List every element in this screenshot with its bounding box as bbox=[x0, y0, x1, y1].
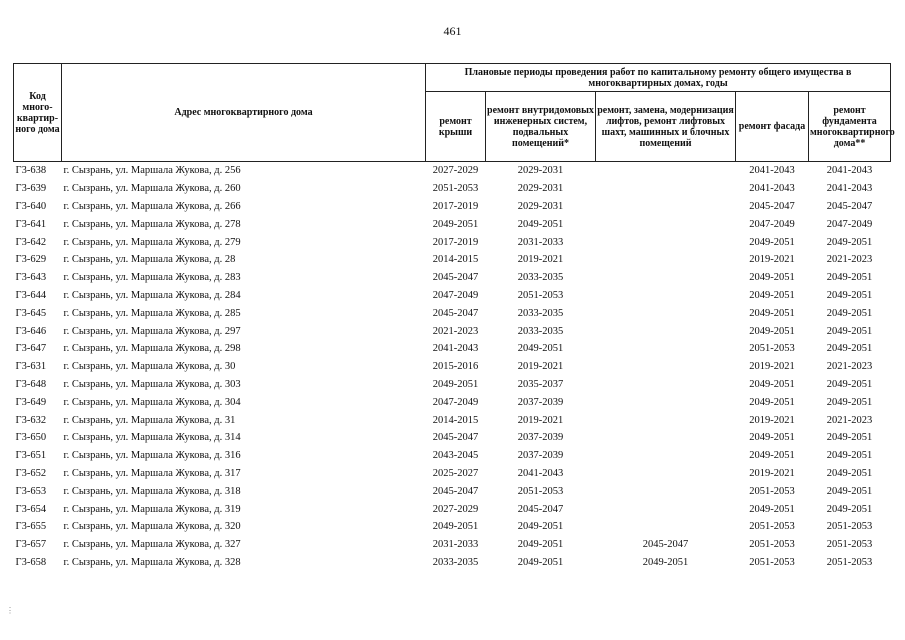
cell-foundation: 2021-2023 bbox=[826, 414, 873, 426]
table-row bbox=[14, 287, 891, 305]
cell-foundation: 2049-2051 bbox=[826, 236, 873, 248]
header-address: Адрес многоквартирного дома bbox=[62, 64, 426, 162]
cell-address: г. Сызрань, ул. Маршала Жукова, д. 320 bbox=[63, 521, 241, 533]
cell-engineering: 2051-2053 bbox=[517, 485, 564, 497]
table-row bbox=[14, 482, 891, 500]
cell-engineering: 2049-2051 bbox=[517, 343, 564, 355]
cell-engineering: 2033-2035 bbox=[517, 307, 564, 319]
cell-elevators bbox=[596, 411, 736, 429]
cell-engineering: 2045-2047 bbox=[517, 503, 564, 515]
cell-facade: 2049-2051 bbox=[749, 432, 795, 444]
cell-code: Г3-653 bbox=[15, 485, 47, 497]
header-roof: ремонт крыши bbox=[426, 92, 486, 162]
cell-address: г. Сызрань, ул. Маршала Жукова, д. 317 bbox=[63, 467, 241, 479]
cell-engineering: 2037-2039 bbox=[517, 396, 564, 408]
cell-address: г. Сызрань, ул. Маршала Жукова, д. 314 bbox=[63, 432, 241, 444]
cell-engineering: 2029-2031 bbox=[517, 165, 564, 177]
cell-code: Г3-654 bbox=[15, 503, 47, 515]
cell-address: г. Сызрань, ул. Маршала Жукова, д. 298 bbox=[63, 343, 241, 355]
cell-elevators bbox=[596, 198, 736, 216]
cell-facade: 2019-2021 bbox=[749, 467, 795, 479]
cell-code: Г3-632 bbox=[15, 414, 47, 426]
cell-code: Г3-629 bbox=[15, 254, 47, 266]
cell-code: Г3-657 bbox=[15, 539, 47, 551]
cell-facade: 2049-2051 bbox=[749, 289, 795, 301]
table-row bbox=[14, 376, 891, 394]
cell-code: Г3-646 bbox=[15, 325, 47, 337]
capital-repair-table bbox=[13, 63, 895, 571]
cell-elevators bbox=[596, 340, 736, 358]
cell-facade: 2047-2049 bbox=[749, 218, 795, 230]
cell-foundation: 2049-2051 bbox=[826, 343, 873, 355]
cell-foundation: 2049-2051 bbox=[826, 450, 873, 462]
header-engineering: ремонт внутридомовых инженерных систем, подвальных помещений* bbox=[486, 92, 596, 162]
cell-engineering: 2019-2021 bbox=[517, 414, 564, 426]
cell-elevators bbox=[596, 180, 736, 198]
table-row bbox=[14, 251, 891, 269]
cell-roof: 2021-2023 bbox=[432, 325, 479, 337]
cell-roof: 2047-2049 bbox=[432, 396, 479, 408]
cell-facade: 2049-2051 bbox=[749, 236, 795, 248]
cell-foundation: 2041-2043 bbox=[826, 183, 873, 195]
cell-facade: 2051-2053 bbox=[749, 539, 795, 551]
table-row bbox=[14, 465, 891, 483]
cell-engineering: 2041-2043 bbox=[517, 467, 564, 479]
cell-engineering: 2031-2033 bbox=[517, 236, 564, 248]
cell-facade: 2019-2021 bbox=[749, 254, 795, 266]
cell-roof: 2049-2051 bbox=[432, 521, 479, 533]
cell-engineering: 2049-2051 bbox=[517, 521, 564, 533]
cell-engineering: 2019-2021 bbox=[517, 361, 564, 373]
header-foundation: ремонт фундамента многоквартирного дома** bbox=[809, 92, 891, 162]
cell-address: г. Сызрань, ул. Маршала Жукова, д. 278 bbox=[63, 218, 241, 230]
table-row bbox=[14, 554, 891, 572]
table-row bbox=[14, 304, 891, 322]
cell-elevators bbox=[596, 322, 736, 340]
cell-address: г. Сызрань, ул. Маршала Жукова, д. 30 bbox=[63, 361, 236, 373]
cell-facade: 2049-2051 bbox=[749, 450, 795, 462]
cell-code: Г3-645 bbox=[15, 307, 47, 319]
cell-address: г. Сызрань, ул. Маршала Жукова, д. 279 bbox=[63, 236, 241, 248]
cell-roof: 2045-2047 bbox=[432, 307, 479, 319]
cell-address: г. Сызрань, ул. Маршала Жукова, д. 28 bbox=[63, 254, 236, 266]
cell-facade: 2049-2051 bbox=[749, 378, 795, 390]
cell-roof: 2027-2029 bbox=[432, 503, 479, 515]
cell-engineering: 2049-2051 bbox=[517, 556, 564, 568]
cell-address: г. Сызрань, ул. Маршала Жукова, д. 316 bbox=[63, 450, 241, 462]
cell-elevators bbox=[596, 162, 736, 180]
table-row bbox=[14, 518, 891, 536]
cell-elevators bbox=[596, 518, 736, 536]
cell-roof: 2017-2019 bbox=[432, 236, 479, 248]
cell-elevators: 2045-2047 bbox=[642, 539, 689, 551]
cell-address: г. Сызрань, ул. Маршала Жукова, д. 31 bbox=[63, 414, 236, 426]
cell-roof: 2045-2047 bbox=[432, 272, 479, 284]
cell-roof: 2047-2049 bbox=[432, 289, 479, 301]
cell-code: Г3-640 bbox=[15, 200, 47, 212]
cell-address: г. Сызрань, ул. Маршала Жукова, д. 319 bbox=[63, 503, 241, 515]
cell-code: Г3-642 bbox=[15, 236, 47, 248]
cell-code: Г3-658 bbox=[15, 556, 47, 568]
cell-code: Г3-652 bbox=[15, 467, 47, 479]
cell-roof: 2031-2033 bbox=[432, 539, 479, 551]
table-row bbox=[14, 500, 891, 518]
cell-facade: 2019-2021 bbox=[749, 414, 795, 426]
cell-engineering: 2049-2051 bbox=[517, 218, 564, 230]
cell-roof: 2045-2047 bbox=[432, 432, 479, 444]
cell-foundation: 2041-2043 bbox=[826, 165, 873, 177]
header-facade: ремонт фасада bbox=[736, 92, 809, 162]
cell-engineering: 2029-2031 bbox=[517, 183, 564, 195]
cell-facade: 2051-2053 bbox=[749, 343, 795, 355]
cell-roof: 2025-2027 bbox=[432, 467, 479, 479]
scan-artifact-mark: ⋮ bbox=[6, 606, 14, 615]
table-row bbox=[14, 322, 891, 340]
cell-elevators bbox=[596, 429, 736, 447]
header-periods-group: Плановые периоды проведения работ по капитальному ремонту общего имущества в многоквартирных домах, годы bbox=[426, 64, 891, 92]
cell-roof: 2015-2016 bbox=[432, 361, 479, 373]
cell-foundation: 2021-2023 bbox=[826, 361, 873, 373]
cell-facade: 2051-2053 bbox=[749, 521, 795, 533]
cell-facade: 2041-2043 bbox=[749, 183, 795, 195]
cell-foundation: 2051-2053 bbox=[826, 556, 873, 568]
page-number: 461 bbox=[443, 24, 462, 38]
cell-foundation: 2049-2051 bbox=[826, 503, 873, 515]
cell-code: Г3-655 bbox=[15, 521, 47, 533]
cell-facade: 2049-2051 bbox=[749, 272, 795, 284]
cell-address: г. Сызрань, ул. Маршала Жукова, д. 260 bbox=[63, 183, 241, 195]
table-row bbox=[14, 180, 891, 198]
cell-facade: 2051-2053 bbox=[749, 556, 795, 568]
cell-code: Г3-643 bbox=[15, 272, 47, 284]
table-row bbox=[14, 411, 891, 429]
cell-roof: 2051-2053 bbox=[432, 183, 479, 195]
cell-foundation: 2049-2051 bbox=[826, 467, 873, 479]
cell-address: г. Сызрань, ул. Маршала Жукова, д. 256 bbox=[63, 165, 241, 177]
table-row bbox=[14, 162, 891, 180]
cell-engineering: 2049-2051 bbox=[517, 539, 564, 551]
cell-engineering: 2019-2021 bbox=[517, 254, 564, 266]
cell-facade: 2051-2053 bbox=[749, 485, 795, 497]
cell-engineering: 2033-2035 bbox=[517, 272, 564, 284]
table-row bbox=[14, 429, 891, 447]
cell-roof: 2014-2015 bbox=[432, 254, 479, 266]
cell-address: г. Сызрань, ул. Маршала Жукова, д. 266 bbox=[63, 200, 241, 212]
cell-roof: 2014-2015 bbox=[432, 414, 479, 426]
cell-address: г. Сызрань, ул. Маршала Жукова, д. 327 bbox=[63, 539, 241, 551]
cell-elevators bbox=[596, 215, 736, 233]
cell-address: г. Сызрань, ул. Маршала Жукова, д. 318 bbox=[63, 485, 241, 497]
cell-foundation: 2049-2051 bbox=[826, 378, 873, 390]
cell-address: г. Сызрань, ул. Маршала Жукова, д. 304 bbox=[63, 396, 241, 408]
cell-foundation: 2051-2053 bbox=[826, 521, 873, 533]
cell-code: Г3-648 bbox=[15, 378, 47, 390]
cell-engineering: 2029-2031 bbox=[517, 200, 564, 212]
cell-code: Г3-649 bbox=[15, 396, 47, 408]
cell-code: Г3-639 bbox=[15, 183, 47, 195]
table-row bbox=[14, 393, 891, 411]
cell-elevators bbox=[596, 447, 736, 465]
cell-foundation: 2047-2049 bbox=[826, 218, 873, 230]
cell-foundation: 2045-2047 bbox=[826, 200, 873, 212]
cell-code: Г3-631 bbox=[15, 361, 47, 373]
cell-address: г. Сызрань, ул. Маршала Жукова, д. 303 bbox=[63, 378, 241, 390]
cell-facade: 2045-2047 bbox=[749, 200, 795, 212]
cell-foundation: 2051-2053 bbox=[826, 539, 873, 551]
cell-roof: 2049-2051 bbox=[432, 378, 479, 390]
table-row bbox=[14, 358, 891, 376]
cell-elevators bbox=[596, 269, 736, 287]
cell-facade: 2049-2051 bbox=[749, 307, 795, 319]
cell-elevators bbox=[596, 233, 736, 251]
cell-engineering: 2033-2035 bbox=[517, 325, 564, 337]
cell-engineering: 2037-2039 bbox=[517, 432, 564, 444]
cell-facade: 2049-2051 bbox=[749, 396, 795, 408]
cell-elevators bbox=[596, 376, 736, 394]
cell-roof: 2045-2047 bbox=[432, 485, 479, 497]
cell-foundation: 2049-2051 bbox=[826, 289, 873, 301]
cell-elevators bbox=[596, 358, 736, 376]
cell-foundation: 2049-2051 bbox=[826, 325, 873, 337]
table-row bbox=[14, 536, 891, 554]
cell-code: Г3-647 bbox=[15, 343, 47, 355]
cell-elevators bbox=[596, 465, 736, 483]
cell-foundation: 2021-2023 bbox=[826, 254, 873, 266]
cell-engineering: 2051-2053 bbox=[517, 289, 564, 301]
cell-code: Г3-644 bbox=[15, 289, 47, 301]
cell-address: г. Сызрань, ул. Маршала Жукова, д. 297 bbox=[63, 325, 241, 337]
cell-roof: 2043-2045 bbox=[432, 450, 479, 462]
table-row bbox=[14, 198, 891, 216]
cell-address: г. Сызрань, ул. Маршала Жукова, д. 283 bbox=[63, 272, 241, 284]
cell-code: Г3-638 bbox=[15, 165, 47, 177]
cell-elevators: 2049-2051 bbox=[642, 556, 689, 568]
cell-roof: 2027-2029 bbox=[432, 165, 479, 177]
header-elevators: ремонт, замена, модернизация лифтов, ремонт лифтовых шахт, машинных и блочных помещений bbox=[596, 92, 736, 162]
cell-facade: 2019-2021 bbox=[749, 361, 795, 373]
table-row bbox=[14, 340, 891, 358]
cell-roof: 2049-2051 bbox=[432, 218, 479, 230]
cell-elevators bbox=[596, 287, 736, 305]
cell-elevators bbox=[596, 500, 736, 518]
cell-foundation: 2049-2051 bbox=[826, 307, 873, 319]
table-body bbox=[14, 162, 891, 572]
cell-elevators bbox=[596, 482, 736, 500]
cell-roof: 2033-2035 bbox=[432, 556, 479, 568]
cell-engineering: 2035-2037 bbox=[517, 378, 564, 390]
table-row bbox=[14, 447, 891, 465]
header-code: Код много-квартир-ного дома bbox=[14, 64, 62, 162]
cell-roof: 2017-2019 bbox=[432, 200, 479, 212]
cell-foundation: 2049-2051 bbox=[826, 485, 873, 497]
cell-facade: 2049-2051 bbox=[749, 325, 795, 337]
cell-address: г. Сызрань, ул. Маршала Жукова, д. 284 bbox=[63, 289, 241, 301]
cell-code: Г3-650 bbox=[15, 432, 47, 444]
cell-elevators bbox=[596, 251, 736, 269]
table-row bbox=[14, 215, 891, 233]
cell-code: Г3-641 bbox=[15, 218, 47, 230]
cell-foundation: 2049-2051 bbox=[826, 272, 873, 284]
cell-engineering: 2037-2039 bbox=[517, 450, 564, 462]
table-row bbox=[14, 233, 891, 251]
cell-address: г. Сызрань, ул. Маршала Жукова, д. 285 bbox=[63, 307, 241, 319]
cell-foundation: 2049-2051 bbox=[826, 396, 873, 408]
cell-roof: 2041-2043 bbox=[432, 343, 479, 355]
cell-code: Г3-651 bbox=[15, 450, 47, 462]
table-row bbox=[14, 269, 891, 287]
cell-elevators bbox=[596, 393, 736, 411]
cell-foundation: 2049-2051 bbox=[826, 432, 873, 444]
cell-facade: 2049-2051 bbox=[749, 503, 795, 515]
cell-address: г. Сызрань, ул. Маршала Жукова, д. 328 bbox=[63, 556, 241, 568]
cell-facade: 2041-2043 bbox=[749, 165, 795, 177]
cell-elevators bbox=[596, 304, 736, 322]
